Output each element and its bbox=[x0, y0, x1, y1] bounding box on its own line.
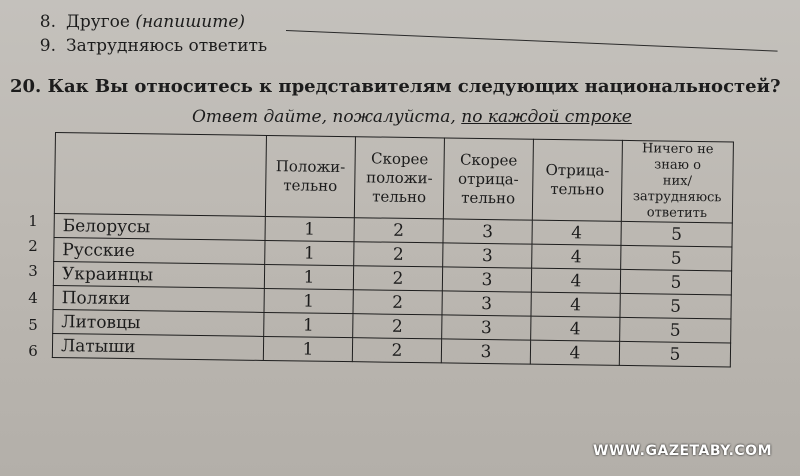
answer-code[interactable]: 5 bbox=[620, 317, 731, 343]
header-rather-positive: Скорее положи- тельно bbox=[354, 137, 444, 219]
option-label: Затрудняюсь ответить bbox=[66, 36, 268, 56]
answer-code[interactable]: 5 bbox=[621, 221, 732, 247]
answer-code[interactable]: 2 bbox=[353, 290, 442, 315]
answer-code[interactable]: 3 bbox=[441, 339, 530, 364]
answer-code[interactable]: 1 bbox=[264, 312, 353, 337]
answer-code[interactable]: 4 bbox=[530, 340, 619, 365]
answer-code[interactable]: 3 bbox=[442, 315, 531, 340]
answer-code[interactable]: 3 bbox=[443, 243, 532, 268]
row-number: 5 bbox=[28, 316, 38, 334]
answer-code[interactable]: 2 bbox=[353, 314, 442, 339]
answer-code[interactable]: 2 bbox=[352, 338, 441, 363]
write-in-line bbox=[286, 30, 778, 52]
nationality-name: Латыши bbox=[52, 333, 263, 360]
answer-code[interactable]: 4 bbox=[531, 292, 620, 317]
instruction-text: Ответ дайте, пожалуйста, bbox=[192, 107, 456, 127]
answer-code[interactable]: 5 bbox=[620, 293, 731, 319]
question-title bbox=[10, 76, 781, 97]
answer-code[interactable]: 3 bbox=[443, 219, 532, 244]
header-negative: Отрица- тельно bbox=[532, 139, 622, 221]
question-number: 20. bbox=[10, 76, 42, 97]
nationality-name: Русские bbox=[54, 237, 265, 264]
row-number: 4 bbox=[28, 289, 38, 307]
answer-code[interactable]: 4 bbox=[532, 220, 621, 245]
option-label: Другое bbox=[66, 12, 130, 32]
answer-code[interactable]: 4 bbox=[531, 268, 620, 293]
nationality-name: Поляки bbox=[53, 285, 264, 312]
header-positive: Положи- тельно bbox=[265, 135, 355, 217]
nationality-name: Белорусы bbox=[54, 213, 265, 240]
answer-code[interactable]: 3 bbox=[442, 267, 531, 292]
answer-code[interactable]: 2 bbox=[354, 218, 443, 243]
header-dont-know: Ничего не знаю о них/затрудняюсь ответить bbox=[621, 140, 733, 223]
nationality-name: Литовцы bbox=[53, 309, 264, 336]
answer-code[interactable]: 5 bbox=[621, 245, 732, 271]
nationality-name: Украинцы bbox=[53, 261, 264, 288]
answer-code[interactable]: 2 bbox=[354, 242, 443, 267]
option-8 bbox=[28, 12, 245, 32]
row-number: 6 bbox=[28, 342, 38, 360]
question-text: Как Вы относитесь к представителям следующих национальностей? bbox=[47, 76, 781, 97]
header-rather-negative: Скорее отрица- тельно bbox=[443, 138, 533, 220]
row-number: 3 bbox=[28, 262, 38, 280]
header-empty bbox=[54, 133, 266, 217]
answer-code[interactable]: 4 bbox=[532, 244, 621, 269]
instruction-underlined: по каждой строке bbox=[461, 107, 632, 127]
answer-code[interactable]: 1 bbox=[264, 264, 353, 289]
response-table bbox=[52, 132, 734, 367]
row-number: 1 bbox=[28, 212, 38, 230]
answer-code[interactable]: 3 bbox=[442, 291, 531, 316]
answer-code[interactable]: 4 bbox=[531, 316, 620, 341]
option-hint: (напишите) bbox=[135, 12, 246, 32]
answer-code[interactable]: 5 bbox=[619, 341, 730, 367]
table-header-row bbox=[54, 133, 733, 223]
answer-code[interactable]: 1 bbox=[265, 216, 354, 241]
question-instruction bbox=[192, 107, 632, 127]
answer-code[interactable]: 1 bbox=[263, 336, 352, 361]
answer-code[interactable]: 1 bbox=[264, 288, 353, 313]
option-9 bbox=[28, 36, 267, 56]
answer-code[interactable]: 1 bbox=[265, 240, 354, 265]
answer-code[interactable]: 5 bbox=[620, 269, 731, 295]
option-number: 8. bbox=[39, 12, 56, 32]
option-number: 9. bbox=[39, 36, 56, 56]
watermark: WWW.GAZETABY.COM bbox=[593, 443, 772, 459]
row-number: 2 bbox=[28, 237, 38, 255]
answer-code[interactable]: 2 bbox=[353, 266, 442, 291]
